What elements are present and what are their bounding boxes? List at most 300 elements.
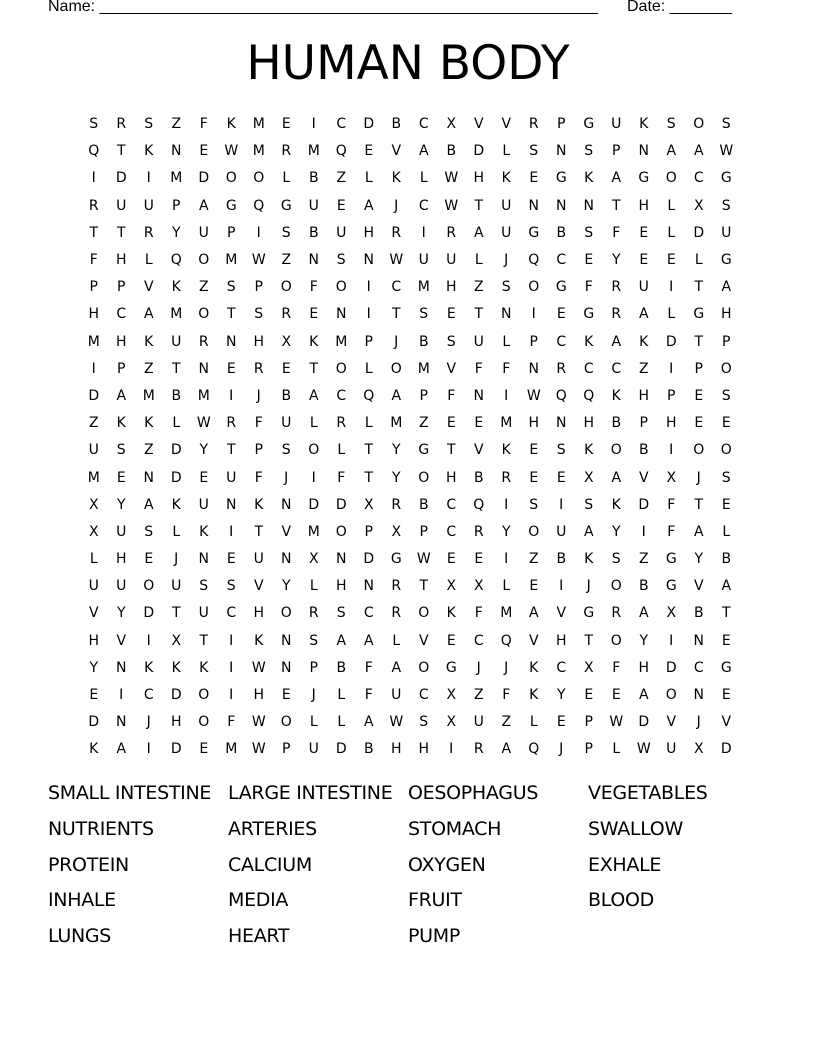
grid-letter: K <box>89 741 99 758</box>
grid-letter: E <box>529 578 539 595</box>
grid-letter: K <box>611 496 621 513</box>
grid-letter: P <box>557 116 566 133</box>
grid-letter: P <box>364 333 373 350</box>
grid-letter: T <box>116 143 126 160</box>
grid-letter: I <box>91 170 96 187</box>
grid-letter: K <box>501 442 511 459</box>
grid-letter: L <box>309 415 318 432</box>
grid-letter: H <box>363 224 375 241</box>
grid-letter: S <box>584 224 594 241</box>
grid-letter: N <box>336 551 347 568</box>
grid-letter: L <box>722 523 731 540</box>
grid-letter: U <box>391 687 402 704</box>
grid-letter: B <box>638 442 649 459</box>
grid-letter: E <box>336 197 346 214</box>
grid-letter: O <box>418 659 430 676</box>
grid-letter: C <box>116 306 127 323</box>
grid-letter: Z <box>501 714 512 731</box>
grid-letter: D <box>363 116 375 133</box>
grid-letter: T <box>364 442 374 459</box>
grid-letter: X <box>666 469 677 486</box>
grid-letter: D <box>115 170 127 187</box>
grid-letter: I <box>229 523 234 540</box>
grid-letter: T <box>364 469 374 486</box>
grid-letter: I <box>669 442 674 459</box>
grid-letter: H <box>335 578 347 595</box>
grid-letter: M <box>500 415 513 432</box>
grid-row <box>80 546 740 573</box>
grid-letter: U <box>143 197 154 214</box>
grid-letter: L <box>392 632 401 649</box>
grid-letter: I <box>146 632 151 649</box>
grid-letter: J <box>146 714 151 731</box>
grid-letter: H <box>88 306 100 323</box>
grid-letter: O <box>280 279 292 296</box>
grid-letter: K <box>584 333 594 350</box>
grid-letter: R <box>281 143 292 160</box>
grid-letter: K <box>529 659 539 676</box>
grid-letter: O <box>665 170 677 187</box>
grid-letter: C <box>391 279 402 296</box>
grid-letter: E <box>446 306 456 323</box>
grid-letter: F <box>502 360 511 377</box>
grid-row <box>80 247 740 274</box>
grid-letter: O <box>720 442 732 459</box>
grid-letter: C <box>446 523 457 540</box>
grid-letter: G <box>638 170 650 187</box>
grid-letter: U <box>281 415 292 432</box>
word-list-item: NUTRIENTS <box>48 817 154 840</box>
grid-letter: G <box>528 224 540 241</box>
grid-letter: A <box>418 143 429 160</box>
grid-letter: C <box>556 659 567 676</box>
grid-letter: S <box>556 442 566 459</box>
grid-letter: E <box>446 632 456 649</box>
grid-letter: A <box>391 659 402 676</box>
grid-letter: C <box>143 687 154 704</box>
grid-letter: Z <box>88 415 99 432</box>
grid-letter: K <box>171 496 181 513</box>
grid-letter: Y <box>89 659 99 676</box>
grid-letter: L <box>282 170 291 187</box>
grid-row <box>80 600 740 627</box>
grid-letter: S <box>529 496 539 513</box>
grid-letter: K <box>199 523 209 540</box>
grid-letter: T <box>199 632 209 649</box>
grid-letter: Y <box>501 523 511 540</box>
grid-letter: I <box>229 687 234 704</box>
grid-letter: B <box>556 551 567 568</box>
grid-letter: Z <box>638 360 649 377</box>
grid-letter: X <box>666 605 677 622</box>
grid-letter: T <box>226 442 236 459</box>
grid-letter: R <box>391 496 402 513</box>
grid-letter: R <box>611 306 622 323</box>
grid-letter: D <box>170 687 182 704</box>
grid-letter: W <box>719 143 734 160</box>
grid-letter: E <box>226 360 236 377</box>
grid-letter: B <box>473 469 484 486</box>
grid-letter: O <box>308 442 320 459</box>
grid-letter: I <box>504 496 509 513</box>
grid-letter: W <box>526 387 541 404</box>
grid-letter: A <box>528 605 539 622</box>
grid-letter: U <box>88 578 99 595</box>
grid-letter: K <box>501 170 511 187</box>
grid-letter: H <box>555 632 567 649</box>
grid-letter: L <box>337 442 346 459</box>
grid-row <box>80 220 740 247</box>
grid-letter: M <box>197 387 210 404</box>
grid-letter: H <box>253 687 265 704</box>
grid-letter: Z <box>473 687 484 704</box>
grid-letter: J <box>696 469 701 486</box>
grid-letter: P <box>254 279 263 296</box>
word-list <box>48 778 768 957</box>
grid-letter: S <box>419 714 429 731</box>
grid-letter: S <box>116 442 126 459</box>
grid-letter: E <box>556 306 566 323</box>
grid-letter: K <box>254 496 264 513</box>
grid-row <box>80 165 740 192</box>
grid-letter: A <box>198 197 209 214</box>
grid-letter: I <box>119 687 124 704</box>
grid-letter: T <box>694 279 704 296</box>
grid-letter: Q <box>335 143 347 160</box>
grid-letter: U <box>721 224 732 241</box>
grid-letter: L <box>612 741 621 758</box>
grid-letter: V <box>253 578 264 595</box>
grid-letter: R <box>528 116 539 133</box>
grid-letter: X <box>446 687 457 704</box>
grid-letter: L <box>667 224 676 241</box>
grid-letter: C <box>446 496 457 513</box>
grid-letter: E <box>556 714 566 731</box>
grid-letter: U <box>336 224 347 241</box>
grid-letter: Q <box>555 387 567 404</box>
word-list-item: INHALE <box>48 889 116 912</box>
grid-letter: L <box>529 714 538 731</box>
grid-letter: R <box>253 360 264 377</box>
grid-row <box>80 709 740 736</box>
grid-letter: Q <box>473 496 485 513</box>
grid-letter: D <box>198 170 210 187</box>
grid-letter: D <box>308 496 320 513</box>
grid-letter: O <box>693 442 705 459</box>
grid-letter: A <box>638 605 649 622</box>
word-list-item: LUNGS <box>48 925 112 948</box>
grid-letter: F <box>227 714 236 731</box>
grid-letter: N <box>363 252 374 269</box>
grid-row <box>80 464 740 491</box>
grid-letter: R <box>143 224 154 241</box>
grid-row <box>80 736 740 763</box>
grid-letter: O <box>610 578 622 595</box>
grid-letter: A <box>473 224 484 241</box>
grid-letter: O <box>610 632 622 649</box>
grid-letter: G <box>720 659 732 676</box>
grid-letter: W <box>416 551 431 568</box>
grid-letter: O <box>418 469 430 486</box>
grid-letter: I <box>366 279 371 296</box>
grid-letter: W <box>196 415 211 432</box>
grid-letter: G <box>225 197 237 214</box>
grid-letter: Z <box>336 170 347 187</box>
grid-letter: M <box>252 116 265 133</box>
grid-letter: A <box>391 387 402 404</box>
grid-letter: E <box>666 252 676 269</box>
grid-letter: N <box>143 469 154 486</box>
grid-letter: H <box>115 551 127 568</box>
grid-letter: U <box>638 279 649 296</box>
grid-letter: W <box>389 252 404 269</box>
grid-letter: G <box>445 659 457 676</box>
grid-letter: M <box>500 605 513 622</box>
grid-letter: I <box>229 659 234 676</box>
grid-letter: N <box>693 632 704 649</box>
grid-letter: M <box>170 306 183 323</box>
grid-letter: D <box>665 333 677 350</box>
grid-letter: V <box>528 632 539 649</box>
grid-letter: X <box>693 197 704 214</box>
grid-letter: T <box>391 306 401 323</box>
grid-letter: G <box>665 551 677 568</box>
grid-letter: Q <box>500 632 512 649</box>
grid-letter: L <box>694 252 703 269</box>
grid-letter: K <box>171 659 181 676</box>
grid-letter: U <box>666 741 677 758</box>
grid-letter: E <box>584 252 594 269</box>
grid-row <box>80 383 740 410</box>
grid-letter: F <box>364 687 373 704</box>
grid-letter: A <box>693 143 704 160</box>
grid-letter: S <box>226 578 236 595</box>
grid-letter: Y <box>611 523 621 540</box>
grid-letter: T <box>226 306 236 323</box>
grid-letter: A <box>666 143 677 160</box>
grid-letter: L <box>364 360 373 377</box>
grid-letter: C <box>336 387 347 404</box>
word-list-item: OESOPHAGUS <box>408 782 539 804</box>
grid-letter: I <box>311 469 316 486</box>
grid-letter: D <box>88 387 100 404</box>
grid-letter: G <box>720 252 732 269</box>
grid-letter: R <box>281 306 292 323</box>
grid-letter: E <box>446 551 456 568</box>
header-fields <box>48 0 748 17</box>
word-list-item: FRUIT <box>408 889 462 912</box>
grid-letter: E <box>721 687 731 704</box>
grid-letter: E <box>556 469 566 486</box>
grid-letter: U <box>473 333 484 350</box>
grid-letter: F <box>254 469 263 486</box>
grid-letter: X <box>583 659 594 676</box>
grid-letter: L <box>474 252 483 269</box>
grid-letter: K <box>254 632 264 649</box>
grid-letter: G <box>390 551 402 568</box>
grid-letter: O <box>143 578 155 595</box>
grid-letter: B <box>308 170 319 187</box>
grid-letter: O <box>335 360 347 377</box>
grid-letter: Z <box>418 415 429 432</box>
grid-letter: Q <box>528 252 540 269</box>
grid-letter: M <box>335 333 348 350</box>
grid-letter: D <box>693 224 705 241</box>
grid-letter: N <box>556 143 567 160</box>
grid-letter: P <box>667 387 676 404</box>
word-list-item: VEGETABLES <box>588 782 708 804</box>
grid-letter: E <box>474 415 484 432</box>
grid-letter: C <box>226 605 237 622</box>
grid-letter: N <box>501 306 512 323</box>
grid-letter: E <box>584 687 594 704</box>
grid-letter: F <box>364 659 373 676</box>
grid-letter: K <box>144 415 154 432</box>
grid-letter: X <box>171 632 182 649</box>
grid-letter: Z <box>143 442 154 459</box>
grid-letter: I <box>449 741 454 758</box>
grid-letter: L <box>172 523 181 540</box>
grid-letter: R <box>391 578 402 595</box>
grid-letter: U <box>226 469 237 486</box>
grid-letter: U <box>501 197 512 214</box>
grid-letter: D <box>335 741 347 758</box>
grid-letter: V <box>473 116 484 133</box>
grid-letter: J <box>394 197 399 214</box>
grid-letter: T <box>721 605 731 622</box>
grid-letter: R <box>88 197 99 214</box>
grid-letter: L <box>337 714 346 731</box>
grid-letter: C <box>556 333 567 350</box>
grid-letter: X <box>88 496 99 513</box>
grid-letter: D <box>170 442 182 459</box>
grid-letter: I <box>229 387 234 404</box>
grid-letter: P <box>584 714 593 731</box>
grid-row <box>80 329 740 356</box>
grid-letter: E <box>694 387 704 404</box>
grid-row <box>80 138 740 165</box>
grid-letter: M <box>417 279 430 296</box>
grid-letter: P <box>419 387 428 404</box>
grid-letter: L <box>364 415 373 432</box>
grid-letter: N <box>528 197 539 214</box>
grid-letter: U <box>171 333 182 350</box>
grid-letter: T <box>116 224 126 241</box>
grid-letter: C <box>418 116 429 133</box>
grid-letter: Y <box>694 551 704 568</box>
grid-letter: N <box>226 333 237 350</box>
grid-letter: N <box>116 714 127 731</box>
word-list-item: MEDIA <box>228 889 289 912</box>
grid-letter: X <box>88 523 99 540</box>
name-field: Name: ________________________________________________________ <box>48 0 598 15</box>
grid-letter: G <box>665 578 677 595</box>
grid-letter: I <box>421 224 426 241</box>
grid-letter: L <box>667 306 676 323</box>
grid-letter: H <box>638 659 650 676</box>
grid-letter: N <box>198 360 209 377</box>
grid-letter: N <box>308 252 319 269</box>
grid-letter: H <box>418 741 430 758</box>
grid-letter: I <box>531 306 536 323</box>
grid-letter: E <box>529 442 539 459</box>
grid-letter: W <box>251 659 266 676</box>
grid-letter: I <box>229 632 234 649</box>
grid-letter: D <box>170 741 182 758</box>
grid-letter: B <box>418 496 429 513</box>
grid-letter: J <box>394 333 399 350</box>
grid-letter: S <box>721 116 731 133</box>
grid-letter: V <box>391 143 402 160</box>
grid-letter: N <box>281 632 292 649</box>
grid-letter: K <box>144 333 154 350</box>
grid-letter: U <box>198 605 209 622</box>
grid-letter: O <box>335 279 347 296</box>
grid-letter: B <box>281 387 292 404</box>
grid-letter: Y <box>391 469 401 486</box>
grid-letter: R <box>198 333 209 350</box>
grid-letter: Z <box>281 252 292 269</box>
grid-letter: U <box>473 714 484 731</box>
grid-letter: M <box>252 143 265 160</box>
grid-row <box>80 193 740 220</box>
grid-letter: S <box>419 306 429 323</box>
grid-letter: R <box>501 469 512 486</box>
grid-letter: Q <box>170 252 182 269</box>
grid-letter: A <box>363 632 374 649</box>
grid-letter: B <box>721 551 732 568</box>
word-list-item: BLOOD <box>588 889 654 912</box>
grid-letter: N <box>638 143 649 160</box>
grid-letter: N <box>171 143 182 160</box>
grid-row <box>80 682 740 709</box>
grid-letter: H <box>473 170 485 187</box>
grid-letter: O <box>528 523 540 540</box>
word-list-item: SMALL INTESTINE <box>48 782 212 804</box>
grid-letter: H <box>253 605 265 622</box>
grid-letter: M <box>225 741 238 758</box>
grid-letter: K <box>309 333 319 350</box>
grid-letter: L <box>502 333 511 350</box>
grid-letter: G <box>720 170 732 187</box>
grid-letter: K <box>171 279 181 296</box>
grid-letter: G <box>583 306 595 323</box>
grid-letter: J <box>504 252 509 269</box>
grid-letter: S <box>446 333 456 350</box>
word-list-item: STOMACH <box>408 817 502 840</box>
grid-letter: P <box>529 333 538 350</box>
word-list-item: SWALLOW <box>588 817 683 840</box>
grid-letter: D <box>88 714 100 731</box>
grid-letter: A <box>363 197 374 214</box>
grid-letter: L <box>502 143 511 160</box>
grid-letter: F <box>612 659 621 676</box>
grid-letter: A <box>611 170 622 187</box>
grid-letter: S <box>666 116 676 133</box>
grid-letter: C <box>611 360 622 377</box>
grid-row <box>80 492 740 519</box>
grid-letter: P <box>309 659 318 676</box>
grid-letter: N <box>281 659 292 676</box>
grid-letter: H <box>390 741 402 758</box>
grid-letter: M <box>87 333 100 350</box>
grid-letter: N <box>226 496 237 513</box>
grid-letter: I <box>91 360 96 377</box>
word-search-grid <box>80 111 740 764</box>
grid-letter: D <box>170 469 182 486</box>
grid-row <box>80 519 740 546</box>
grid-letter: L <box>667 197 676 214</box>
